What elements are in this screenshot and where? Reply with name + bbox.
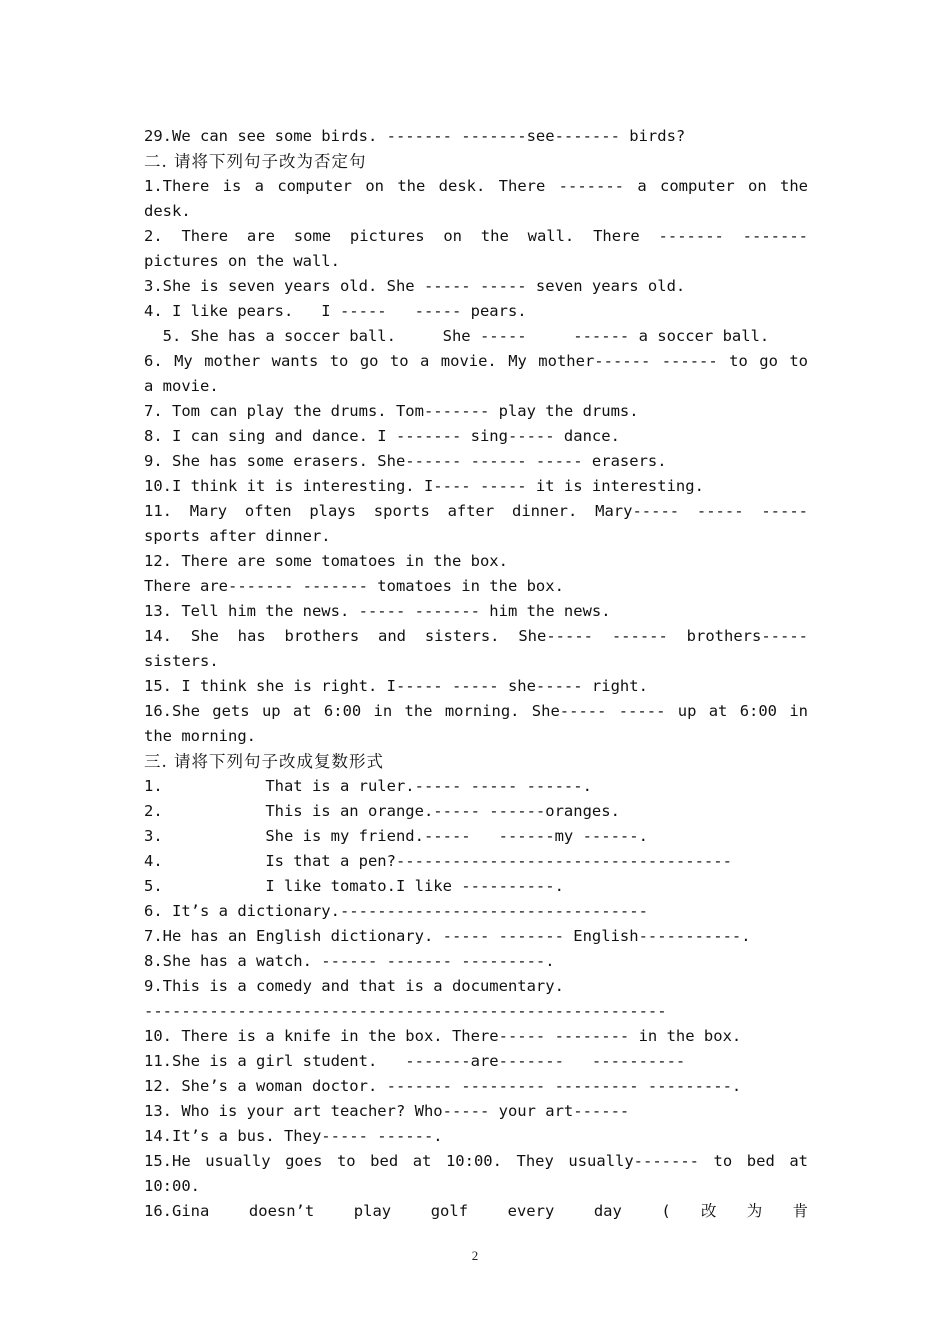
exercise-line: desk.: [144, 202, 191, 220]
exercise-line: 7.He has an English dictionary. ----- ------- English-----------.: [144, 927, 751, 945]
exercise-line: 12. There are some tomatoes in the box.: [144, 552, 508, 570]
exercise-line: a movie.: [144, 377, 219, 395]
document-body: [144, 124, 808, 1224]
exercise-line: 13. Tell him the news. ----- ------- him the news.: [144, 602, 611, 620]
exercise-line: 16.Gina doesn’t play golf every day (改为肯: [144, 1202, 808, 1220]
exercise-line: 10. There is a knife in the box. There----- -------- in the box.: [144, 1027, 742, 1045]
exercise-line: 9. She has some erasers. She------ ------ ----- erasers.: [144, 452, 667, 470]
exercise-line: 4. Is that a pen?------------------------------------: [144, 852, 732, 870]
exercise-line: 12. She’s a woman doctor. ------- --------- --------- ---------.: [144, 1077, 742, 1095]
exercise-line: 29.We can see some birds. ------- -------see------- birds?: [144, 127, 686, 145]
exercise-line: the morning.: [144, 727, 256, 745]
section-heading: 三. 请将下列句子改成复数形式: [144, 752, 384, 771]
exercise-line: 8. I can sing and dance. I ------- sing----- dance.: [144, 427, 620, 445]
exercise-line: 14. She has brothers and sisters. She----- ------ brothers-----: [144, 627, 808, 645]
exercise-line: 1. That is a ruler.----- ----- ------.: [144, 777, 592, 795]
exercise-line: 5. She has a soccer ball. She ----- ------ a soccer ball.: [144, 327, 770, 345]
exercise-line: --------------------------------------------------------: [144, 1002, 667, 1020]
exercise-line: 9.This is a comedy and that is a documentary.: [144, 977, 564, 995]
exercise-line: 10.I think it is interesting. I---- ----- it is interesting.: [144, 477, 704, 495]
section-heading: 二. 请将下列句子改为否定句: [144, 152, 367, 171]
exercise-line: 15. I think she is right. I----- ----- she----- right.: [144, 677, 648, 695]
exercise-line: 6. My mother wants to go to a movie. My mother------ ------ to go to: [144, 352, 808, 370]
exercise-line: 8.She has a watch. ------ ------- ---------.: [144, 952, 555, 970]
exercise-line: 11. Mary often plays sports after dinner. Mary----- ----- -----: [144, 502, 808, 520]
exercise-line: 11.She is a girl student. -------are------- ----------: [144, 1052, 686, 1070]
exercise-line: 15.He usually goes to bed at 10:00. They usually------- to bed at: [144, 1152, 808, 1170]
exercise-line: 2. This is an orange.----- ------oranges.: [144, 802, 620, 820]
exercise-line: 6. It’s a dictionary.---------------------------------: [144, 902, 648, 920]
exercise-line: pictures on the wall.: [144, 252, 340, 270]
exercise-line: 14.It’s a bus. They----- ------.: [144, 1127, 443, 1145]
exercise-line: 4. I like pears. I ----- ----- pears.: [144, 302, 527, 320]
exercise-line: 3. She is my friend.----- ------my ------.: [144, 827, 648, 845]
exercise-line: 10:00.: [144, 1177, 200, 1195]
exercise-line: 13. Who is your art teacher? Who----- your art------: [144, 1102, 630, 1120]
exercise-line: 16.She gets up at 6:00 in the morning. She----- ----- up at 6:00 in: [144, 702, 808, 720]
exercise-line: 3.She is seven years old. She ----- ----- seven years old.: [144, 277, 686, 295]
exercise-line: 5. I like tomato.I like ----------.: [144, 877, 564, 895]
exercise-line: sports after dinner.: [144, 527, 331, 545]
exercise-line: 7. Tom can play the drums. Tom------- play the drums.: [144, 402, 639, 420]
exercise-line: There are------- ------- tomatoes in the box.: [144, 577, 564, 595]
exercise-line: 2. There are some pictures on the wall. There ------- -------: [144, 227, 808, 245]
exercise-line: sisters.: [144, 652, 219, 670]
exercise-line: 1.There is a computer on the desk. There ------- a computer on the: [144, 177, 808, 195]
page-number: 2: [471, 1248, 479, 1263]
